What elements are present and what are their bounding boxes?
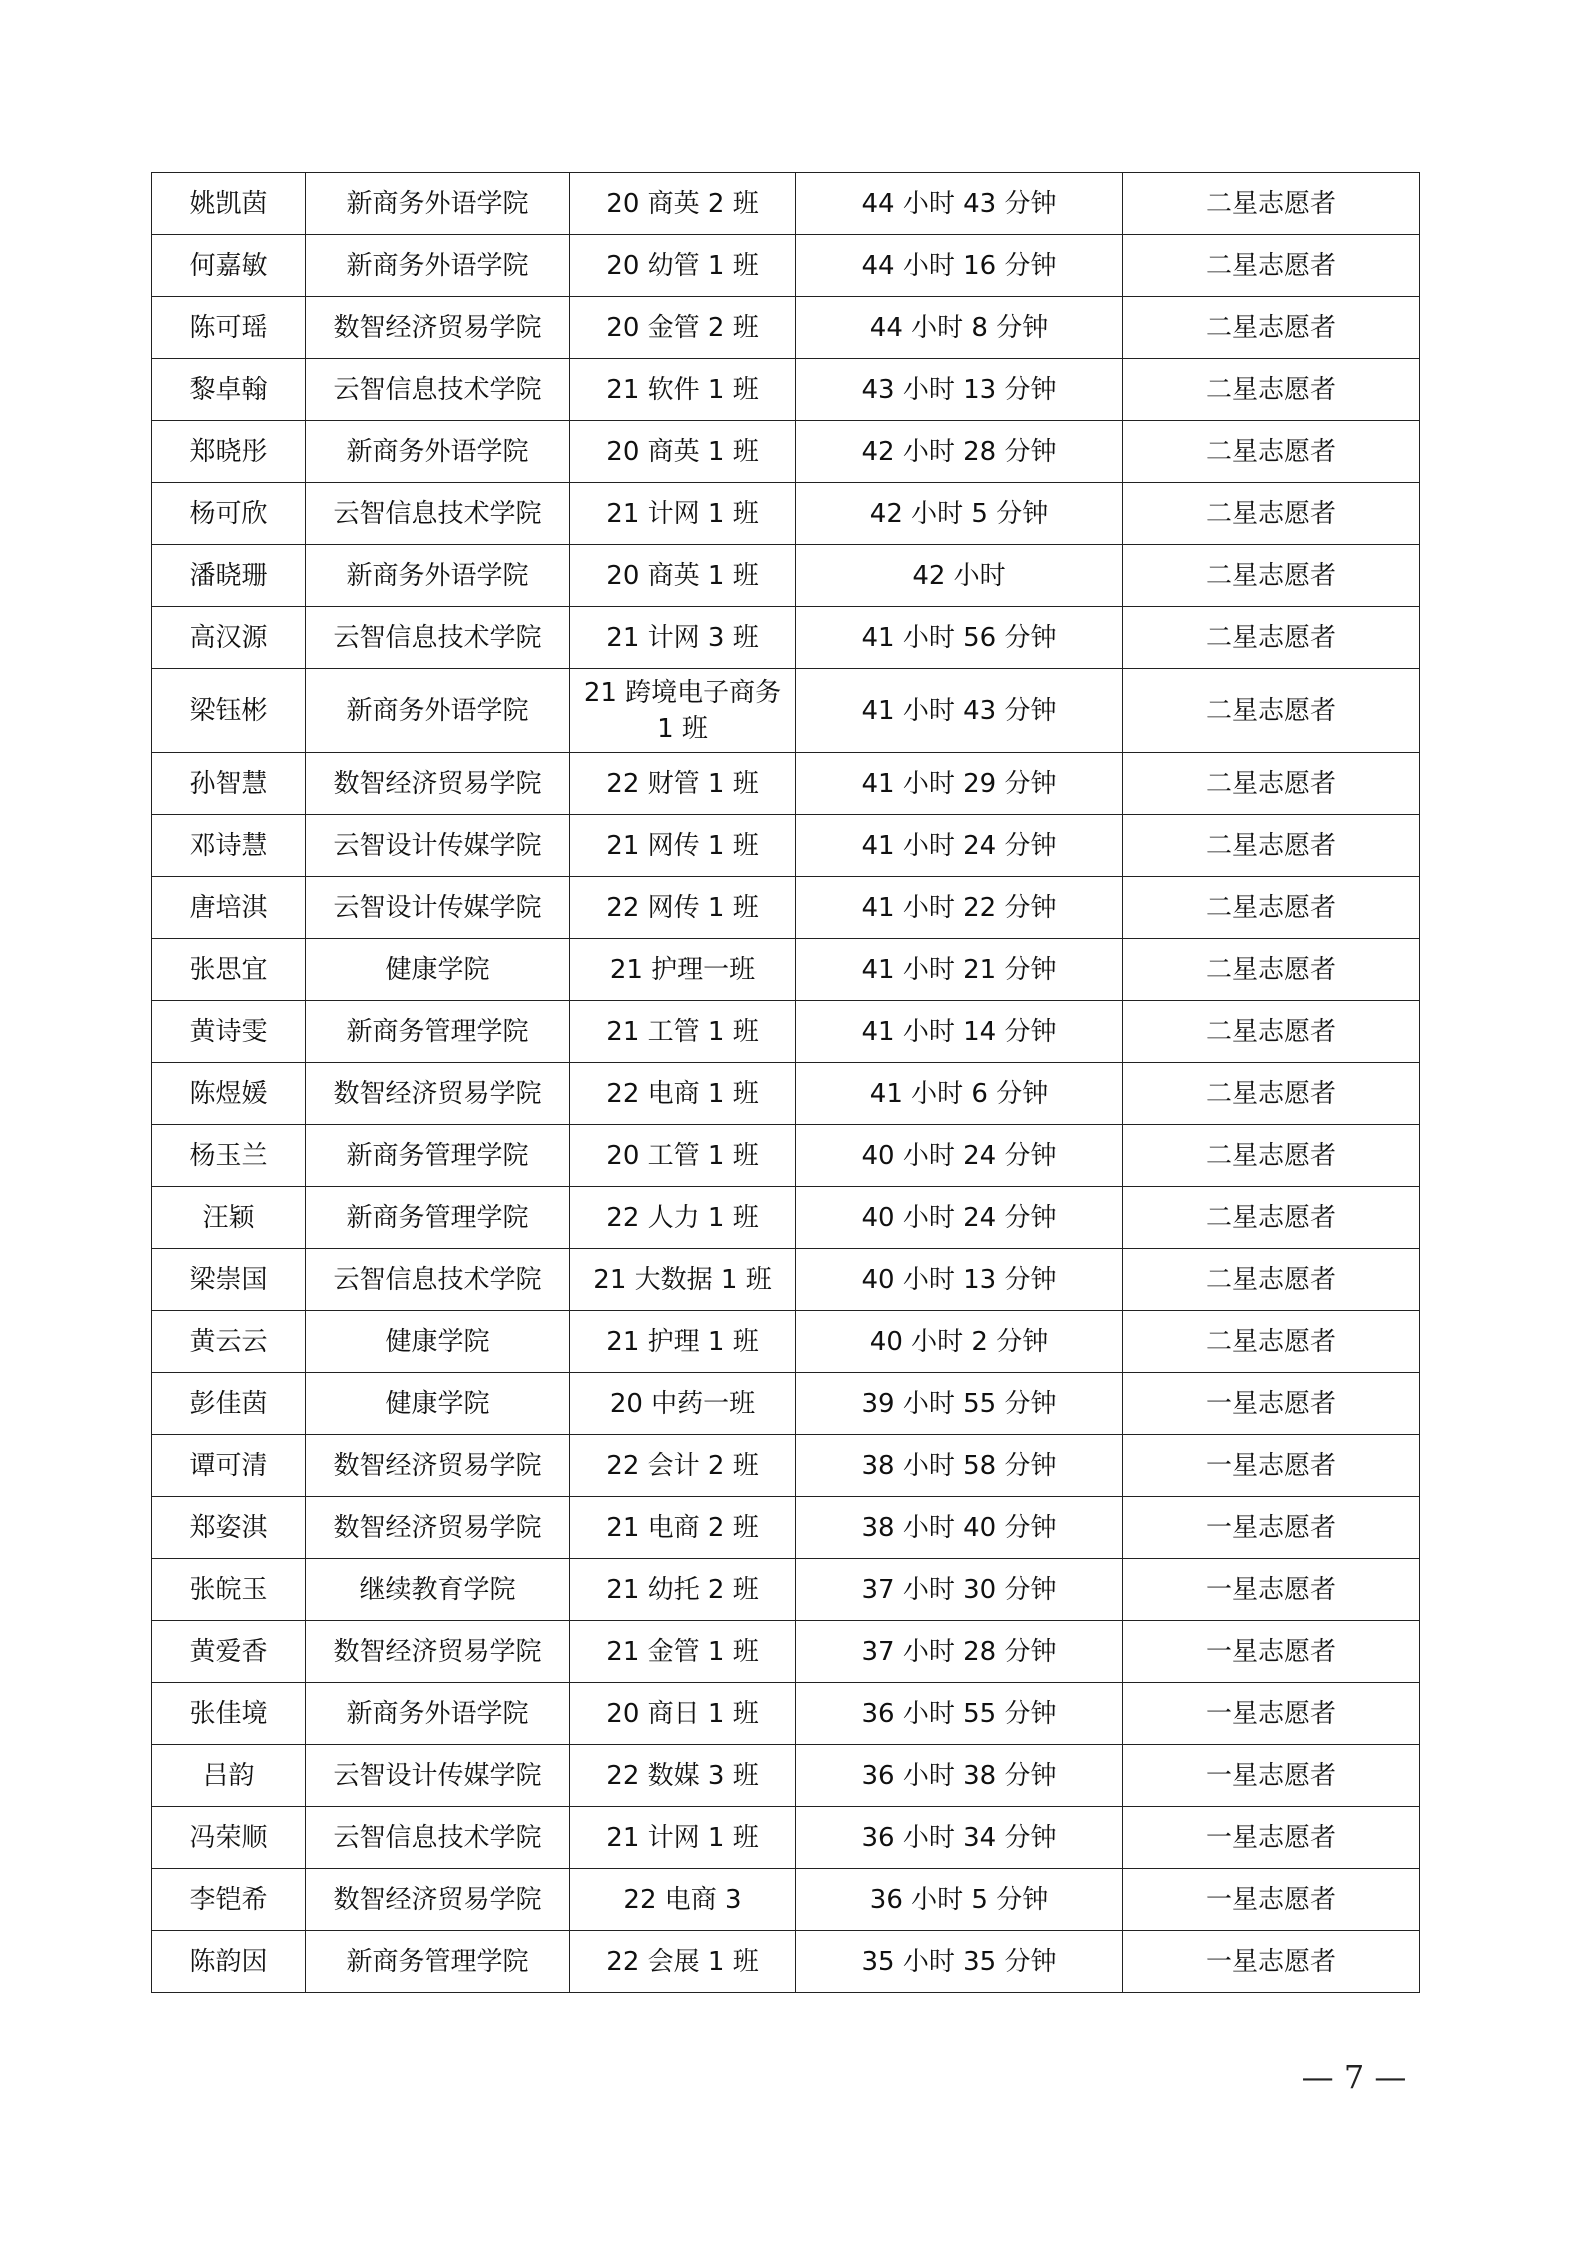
cell-name: 唐培淇: [152, 877, 306, 939]
cell-college: 云智设计传媒学院: [306, 1745, 570, 1807]
cell-class: 21 跨境电子商务 1 班: [570, 669, 796, 753]
cell-hours: 35 小时 35 分钟: [796, 1931, 1123, 1993]
cell-class: 20 商英 1 班: [570, 421, 796, 483]
cell-hours: 37 小时 30 分钟: [796, 1559, 1123, 1621]
cell-class: 21 计网 1 班: [570, 483, 796, 545]
cell-name: 高汉源: [152, 607, 306, 669]
cell-name: 郑姿淇: [152, 1497, 306, 1559]
cell-hours: 44 小时 8 分钟: [796, 297, 1123, 359]
cell-name: 邓诗慧: [152, 815, 306, 877]
cell-hours: 41 小时 24 分钟: [796, 815, 1123, 877]
table-body: [152, 173, 1420, 1993]
cell-class: 22 人力 1 班: [570, 1187, 796, 1249]
cell-hours: 36 小时 55 分钟: [796, 1683, 1123, 1745]
cell-name: 吕韵: [152, 1745, 306, 1807]
cell-college: 云智信息技术学院: [306, 607, 570, 669]
cell-level: 一星志愿者: [1123, 1683, 1420, 1745]
cell-college: 新商务外语学院: [306, 173, 570, 235]
cell-class: 21 大数据 1 班: [570, 1249, 796, 1311]
cell-hours: 38 小时 58 分钟: [796, 1435, 1123, 1497]
cell-class: 22 财管 1 班: [570, 753, 796, 815]
table-row: [152, 1683, 1420, 1745]
cell-name: 何嘉敏: [152, 235, 306, 297]
cell-name: 陈可瑶: [152, 297, 306, 359]
cell-college: 新商务管理学院: [306, 1125, 570, 1187]
cell-college: 数智经济贸易学院: [306, 1063, 570, 1125]
table-row: [152, 1125, 1420, 1187]
cell-college: 数智经济贸易学院: [306, 1497, 570, 1559]
table-row: [152, 359, 1420, 421]
cell-hours: 41 小时 21 分钟: [796, 939, 1123, 1001]
cell-college: 健康学院: [306, 1311, 570, 1373]
cell-college: 新商务外语学院: [306, 1683, 570, 1745]
cell-name: 梁崇国: [152, 1249, 306, 1311]
table-row: [152, 1497, 1420, 1559]
cell-level: 二星志愿者: [1123, 815, 1420, 877]
cell-level: 二星志愿者: [1123, 877, 1420, 939]
cell-class: 21 护理一班: [570, 939, 796, 1001]
cell-level: 二星志愿者: [1123, 173, 1420, 235]
table-row: [152, 1311, 1420, 1373]
table-row: [152, 877, 1420, 939]
cell-hours: 41 小时 6 分钟: [796, 1063, 1123, 1125]
cell-level: 一星志愿者: [1123, 1435, 1420, 1497]
cell-class: 21 计网 3 班: [570, 607, 796, 669]
cell-hours: 40 小时 24 分钟: [796, 1125, 1123, 1187]
cell-college: 新商务外语学院: [306, 669, 570, 753]
cell-level: 二星志愿者: [1123, 669, 1420, 753]
cell-level: 二星志愿者: [1123, 359, 1420, 421]
table-row: [152, 939, 1420, 1001]
cell-class: 20 商日 1 班: [570, 1683, 796, 1745]
cell-name: 潘晓珊: [152, 545, 306, 607]
table-row: [152, 1931, 1420, 1993]
table-row: [152, 297, 1420, 359]
cell-class: 22 网传 1 班: [570, 877, 796, 939]
cell-class: 21 金管 1 班: [570, 1621, 796, 1683]
cell-level: 二星志愿者: [1123, 753, 1420, 815]
cell-class: 21 计网 1 班: [570, 1807, 796, 1869]
cell-hours: 36 小时 5 分钟: [796, 1869, 1123, 1931]
cell-hours: 41 小时 56 分钟: [796, 607, 1123, 669]
cell-hours: 36 小时 38 分钟: [796, 1745, 1123, 1807]
cell-name: 黄云云: [152, 1311, 306, 1373]
cell-level: 二星志愿者: [1123, 235, 1420, 297]
table-row: [152, 235, 1420, 297]
cell-level: 二星志愿者: [1123, 1001, 1420, 1063]
cell-hours: 41 小时 22 分钟: [796, 877, 1123, 939]
cell-class: 21 软件 1 班: [570, 359, 796, 421]
cell-college: 云智信息技术学院: [306, 483, 570, 545]
table-row: [152, 1187, 1420, 1249]
cell-class: 21 工管 1 班: [570, 1001, 796, 1063]
cell-name: 冯荣顺: [152, 1807, 306, 1869]
table-row: [152, 421, 1420, 483]
cell-college: 健康学院: [306, 939, 570, 1001]
cell-level: 一星志愿者: [1123, 1497, 1420, 1559]
cell-level: 二星志愿者: [1123, 545, 1420, 607]
cell-name: 彭佳茵: [152, 1373, 306, 1435]
cell-level: 一星志愿者: [1123, 1745, 1420, 1807]
cell-college: 云智信息技术学院: [306, 1807, 570, 1869]
cell-class: 20 金管 2 班: [570, 297, 796, 359]
cell-college: 新商务外语学院: [306, 545, 570, 607]
table-row: [152, 1869, 1420, 1931]
cell-level: 二星志愿者: [1123, 1311, 1420, 1373]
table-row: [152, 1249, 1420, 1311]
table-row: [152, 483, 1420, 545]
cell-level: 二星志愿者: [1123, 297, 1420, 359]
table-row: [152, 607, 1420, 669]
cell-class: 21 电商 2 班: [570, 1497, 796, 1559]
table-row: [152, 815, 1420, 877]
cell-hours: 41 小时 14 分钟: [796, 1001, 1123, 1063]
cell-name: 杨玉兰: [152, 1125, 306, 1187]
cell-class: 21 护理 1 班: [570, 1311, 796, 1373]
table-row: [152, 1807, 1420, 1869]
cell-college: 新商务管理学院: [306, 1187, 570, 1249]
cell-level: 一星志愿者: [1123, 1869, 1420, 1931]
cell-level: 一星志愿者: [1123, 1559, 1420, 1621]
page-number: — 7 —: [1301, 2058, 1407, 2096]
table-row: [152, 1063, 1420, 1125]
table-row: [152, 1001, 1420, 1063]
cell-level: 二星志愿者: [1123, 421, 1420, 483]
table-row: [152, 753, 1420, 815]
cell-class: 21 网传 1 班: [570, 815, 796, 877]
cell-hours: 44 小时 16 分钟: [796, 235, 1123, 297]
cell-class: 22 数媒 3 班: [570, 1745, 796, 1807]
cell-name: 孙智慧: [152, 753, 306, 815]
cell-hours: 39 小时 55 分钟: [796, 1373, 1123, 1435]
cell-level: 二星志愿者: [1123, 1063, 1420, 1125]
cell-hours: 40 小时 13 分钟: [796, 1249, 1123, 1311]
cell-college: 云智设计传媒学院: [306, 877, 570, 939]
table-row: [152, 1745, 1420, 1807]
cell-level: 二星志愿者: [1123, 1249, 1420, 1311]
cell-level: 二星志愿者: [1123, 1187, 1420, 1249]
cell-class: 20 中药一班: [570, 1373, 796, 1435]
cell-college: 云智信息技术学院: [306, 359, 570, 421]
table-row: [152, 545, 1420, 607]
cell-college: 数智经济贸易学院: [306, 1869, 570, 1931]
cell-name: 梁钰彬: [152, 669, 306, 753]
cell-level: 二星志愿者: [1123, 483, 1420, 545]
cell-hours: 42 小时 5 分钟: [796, 483, 1123, 545]
cell-hours: 42 小时 28 分钟: [796, 421, 1123, 483]
cell-level: 一星志愿者: [1123, 1807, 1420, 1869]
table-row: [152, 173, 1420, 235]
cell-class: 22 电商 1 班: [570, 1063, 796, 1125]
cell-hours: 41 小时 29 分钟: [796, 753, 1123, 815]
cell-college: 新商务外语学院: [306, 421, 570, 483]
cell-name: 张思宜: [152, 939, 306, 1001]
cell-college: 数智经济贸易学院: [306, 1435, 570, 1497]
cell-name: 黎卓翰: [152, 359, 306, 421]
cell-name: 黄爱香: [152, 1621, 306, 1683]
cell-college: 云智信息技术学院: [306, 1249, 570, 1311]
cell-name: 郑晓彤: [152, 421, 306, 483]
cell-college: 云智设计传媒学院: [306, 815, 570, 877]
table-row: [152, 1559, 1420, 1621]
cell-level: 二星志愿者: [1123, 607, 1420, 669]
cell-hours: 40 小时 24 分钟: [796, 1187, 1123, 1249]
cell-class: 22 会展 1 班: [570, 1931, 796, 1993]
cell-name: 李铠希: [152, 1869, 306, 1931]
cell-class: 22 会计 2 班: [570, 1435, 796, 1497]
cell-hours: 43 小时 13 分钟: [796, 359, 1123, 421]
cell-level: 二星志愿者: [1123, 939, 1420, 1001]
cell-name: 张佳境: [152, 1683, 306, 1745]
cell-level: 一星志愿者: [1123, 1931, 1420, 1993]
cell-name: 张皖玉: [152, 1559, 306, 1621]
cell-college: 新商务外语学院: [306, 235, 570, 297]
cell-level: 一星志愿者: [1123, 1373, 1420, 1435]
cell-college: 新商务管理学院: [306, 1001, 570, 1063]
cell-hours: 44 小时 43 分钟: [796, 173, 1123, 235]
cell-hours: 36 小时 34 分钟: [796, 1807, 1123, 1869]
cell-hours: 42 小时: [796, 545, 1123, 607]
cell-name: 陈煜媛: [152, 1063, 306, 1125]
cell-college: 数智经济贸易学院: [306, 297, 570, 359]
cell-class: 21 幼托 2 班: [570, 1559, 796, 1621]
cell-name: 汪颖: [152, 1187, 306, 1249]
cell-hours: 37 小时 28 分钟: [796, 1621, 1123, 1683]
table-row: [152, 1621, 1420, 1683]
cell-hours: 40 小时 2 分钟: [796, 1311, 1123, 1373]
cell-name: 姚凯茵: [152, 173, 306, 235]
cell-college: 新商务管理学院: [306, 1931, 570, 1993]
cell-name: 陈韵因: [152, 1931, 306, 1993]
cell-level: 一星志愿者: [1123, 1621, 1420, 1683]
table-row: [152, 1373, 1420, 1435]
cell-class: 22 电商 3: [570, 1869, 796, 1931]
cell-college: 数智经济贸易学院: [306, 1621, 570, 1683]
cell-college: 继续教育学院: [306, 1559, 570, 1621]
cell-name: 杨可欣: [152, 483, 306, 545]
cell-hours: 41 小时 43 分钟: [796, 669, 1123, 753]
table-row: [152, 669, 1420, 753]
cell-name: 谭可清: [152, 1435, 306, 1497]
cell-level: 二星志愿者: [1123, 1125, 1420, 1187]
cell-name: 黄诗雯: [152, 1001, 306, 1063]
cell-class: 20 工管 1 班: [570, 1125, 796, 1187]
volunteer-table: [151, 172, 1420, 1993]
table-row: [152, 1435, 1420, 1497]
cell-class: 20 商英 1 班: [570, 545, 796, 607]
cell-college: 数智经济贸易学院: [306, 753, 570, 815]
cell-hours: 38 小时 40 分钟: [796, 1497, 1123, 1559]
cell-class: 20 商英 2 班: [570, 173, 796, 235]
cell-class: 20 幼管 1 班: [570, 235, 796, 297]
cell-college: 健康学院: [306, 1373, 570, 1435]
